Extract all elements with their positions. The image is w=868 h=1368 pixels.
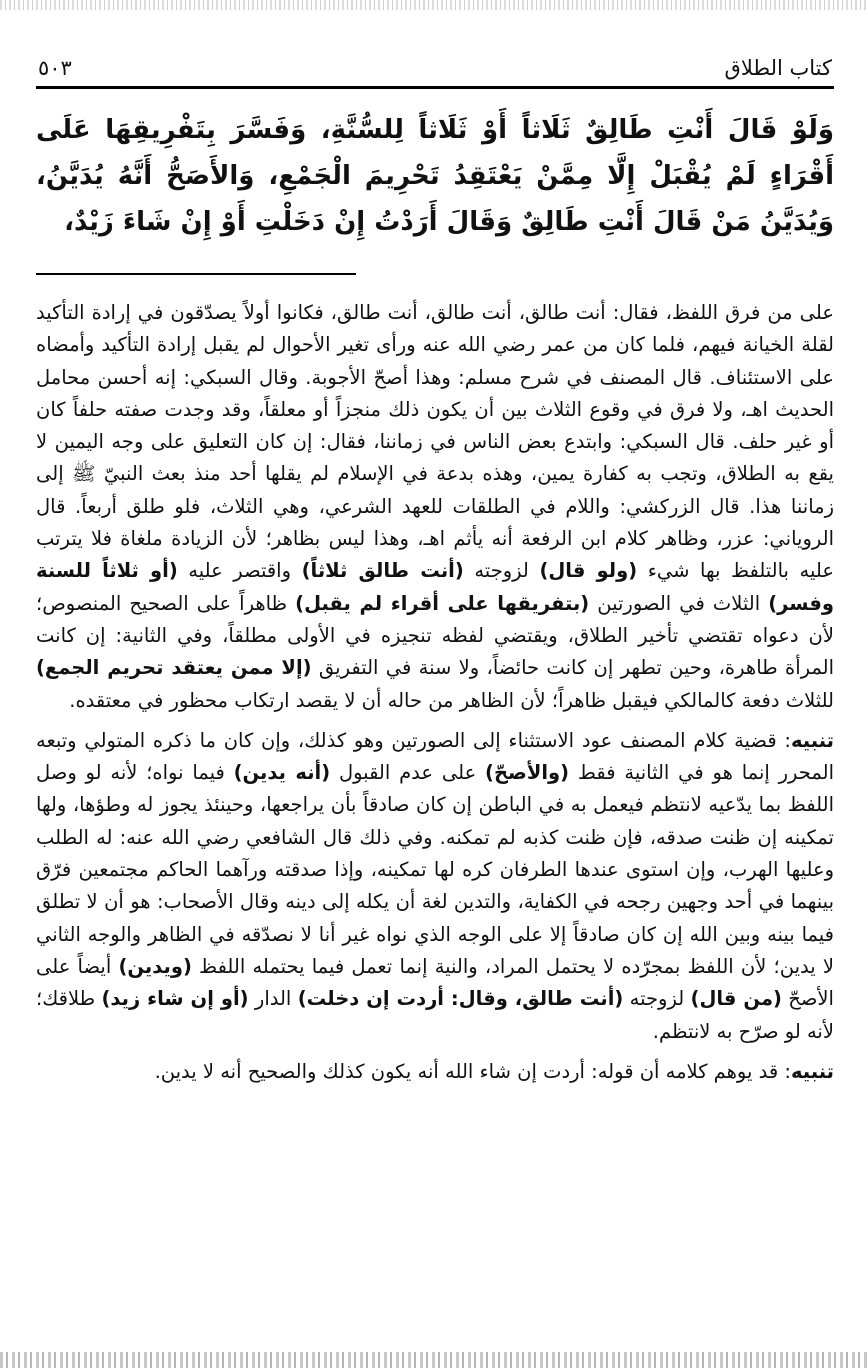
matn-quote: (أو ثلاثاً للسنة وفسر): [36, 559, 834, 615]
matn-quote: (أنت طالق ثلاثاً): [301, 559, 464, 583]
tanbih-label: تنبيه: [790, 1059, 834, 1083]
commentary-paragraph-3: تنبيه: قد يوهم كلامه أن قوله: أردت إن شاء الله أنه يكون كذلك والصحيح أنه لا يدين.: [154, 1059, 834, 1083]
scan-edge-bottom: [0, 1352, 868, 1368]
matn-quote: (والأصحّ): [485, 761, 570, 785]
matn-quote: (ولو قال): [539, 559, 638, 583]
book-page: [36, 56, 834, 1096]
commentary-text: [36, 297, 834, 1088]
matn-quote: (من قال): [690, 987, 782, 1011]
matn-quote: (أنه يدين): [233, 761, 331, 785]
matn-text: وَلَوْ قَالَ أَنْتِ طَالِقٌ ثَلَاثاً أَوْ ثَلَاثاً لِلسُّنَّةِ، وَفَسَّرَ بِتَفْرِيقِهَا عَلَى أَقْرَاءٍ لَمْ يُقْبَلْ إِلَّا مِمَّنْ يَعْتَقِدُ تَحْرِيمَ الْجَمْعِ، وَالأَصَحُّ أَنَّهُ يُدَيَّنُ، وَيُدَيَّنُ مَنْ قَالَ أَنْتِ طَالِقٌ وَقَالَ أَرَدْتُ إِنْ دَخَلْتِ أَوْ إِنْ شَاءَ زَيْدٌ،: [36, 115, 834, 237]
matn-quote: (إلا ممن يعتقد تحريم الجمع): [36, 656, 312, 680]
book-title: كتاب الطلاق: [724, 56, 832, 80]
matn-quote: (أو إن شاء زيد): [101, 987, 249, 1011]
footnote-separator: [36, 273, 356, 275]
matn-quote: (بتفريقها على أقراء لم يقبل): [295, 591, 590, 615]
tanbih-label: تنبيه: [790, 728, 834, 752]
commentary-paragraph-1: على من فرق اللفظ، فقال: أنت طالق، أنت طالق، أنت طالق، فكانوا أولاً يصدّقون في إرادة التأكيد لقلة الخيانة فيهم، فلما كان من عمر رضي الله عنه ورأى تغير الأحوال لم يقبل إرادة التأكيد وأمضاه على الاستئناف. قال المصنف في شرح مسلم: وهذا أصحّ الأجوبة. وقال السبكي: إنه أحسن محامل الحديث اهـ، ولا فرق في وقوع الثلاث بين أن يكون ذلك منجزاً أو معلقاً، وقد وجدت صفته حلفاً كان أو غير حلف. قال السبكي: وابتدع بعض الناس في زماننا، فقال: إن كان التعليق على وجه اليمين لا يقع به الطلاق، وتجب به كفارة يمين، وهذه بدعة في الإسلام لم يقلها أحد منذ بعث النبيّ ﷺ إلى زماننا هذا. قال الزركشي: واللام في الطلقات للعهد الشرعي، وهي الثلاث، فلو طلق أربعاً. قال الروياني: عزر، وظاهر كلام ابن الرفعة أنه يأثم اهـ، وهذا ليس بظاهر؛ لأن الزيادة ملغاة فلا يترتب عليه بالتلفظ بها شيء (ولو قال) لزوجته (أنت طالق ثلاثاً) واقتصر عليه (أو ثلاثاً للسنة وفسر) الثلاث في الصورتين (بتفريقها على أقراء لم يقبل) ظاهراً على الصحيح المنصوص؛ لأن دعواه تقتضي تأخير الطلاق، ويقتضي لفظه تنجيزه في الأولى مطلقاً، وفي الثانية: إن كانت المرأة طاهرة، وحين تطهر إن كانت حائضاً، ولا سنة في التفريق (إلا ممن يعتقد تحريم الجمع) للثلاث دفعة كالمالكي فيقبل ظاهراً؛ لأن الظاهر من حاله أن لا يقصد ارتكاب محظور في معتقده.: [36, 301, 835, 712]
running-header: [36, 56, 834, 89]
commentary-paragraph-2: تنبيه: قضية كلام المصنف عود الاستثناء إلى الصورتين وهو كذلك، وإن كان ما ذكره المتولي وتبعه المحرر إنما هو في الثانية فقط (والأصحّ) على عدم القبول (أنه يدين) فيما نواه؛ لأنه لو وصل اللفظ بما يدّعيه لانتظم فيعمل به في الباطن إن كان صادقاً بأن يراجعها، وحينئذ يجوز له وطؤها، ولها تمكينه إن ظنت صدقه، فإن ظنت كذبه لم تمكنه. وفي ذلك قال الشافعي رضي الله عنه: له الطلب وعليها الهرب، وإن استوى عندها الطرفان كره لها تمكينه، وإذا صدقته ورآهما الحاكم مجتمعين فرّق بينهما في أحد وجهين رجحه في الكفاية، والتدين لغة أن يكله إلى دينه وقال الأصحاب: هو أن لا تطلق فيما بينه وبين الله إن كان صادقاً إلا على الوجه الذي نواه غير أنا لا نصدّقه في الظاهر والوجه الثاني لا يدين؛ لأن اللفظ بمجرّده لا يحتمل المراد، والنية إنما تعمل فيما يحتمله اللفظ (ويدين) أيضاً على الأصحّ (من قال) لزوجته (أنت طالق، وقال: أردت إن دخلت) الدار (أو إن شاء زيد) طلاقك؛ لأنه لو صرّح به لانتظم.: [36, 728, 835, 1043]
matn-quote: (أنت طالق، وقال: أردت إن دخلت): [297, 987, 624, 1011]
scan-edge-top: [0, 0, 868, 10]
page-number: ٥٠٣: [38, 56, 72, 80]
matn-quote: (ويدين): [118, 954, 192, 978]
